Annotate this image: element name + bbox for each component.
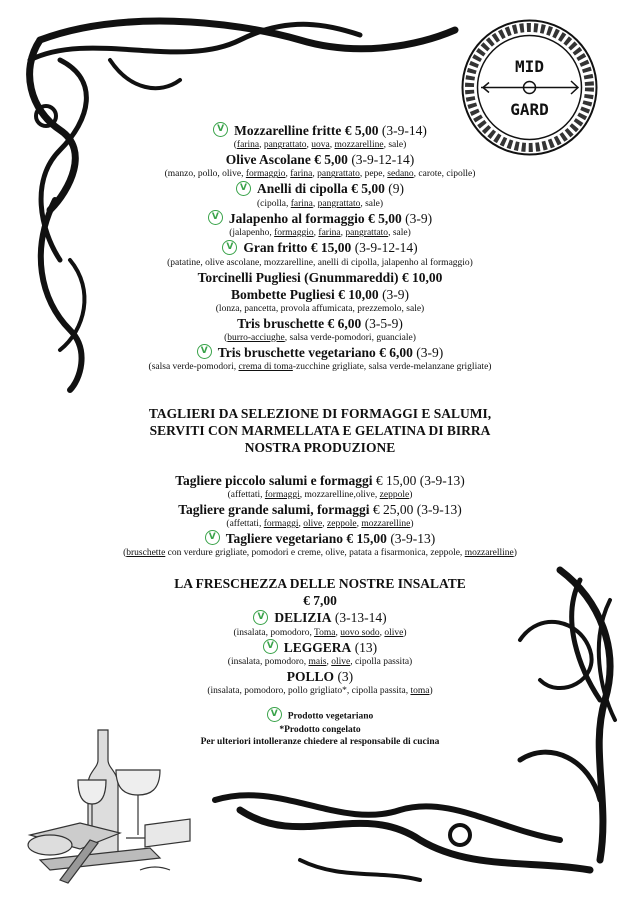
item-title [110, 269, 530, 286]
description-segment: , [326, 657, 332, 668]
item-title [110, 151, 530, 168]
menu-item [110, 122, 530, 151]
description-segment: , [356, 519, 362, 530]
description-segment: (cipolla, [256, 198, 291, 209]
item-codes: (13) [351, 639, 378, 655]
item-codes: (3-5-9) [361, 315, 403, 331]
description-segment: , [322, 519, 328, 530]
description-segment: , mozzarelline,olive, [299, 490, 380, 501]
description-segment: (affettati, [227, 490, 265, 501]
item-name: Olive Ascolane € 5,00 [225, 152, 348, 168]
description-segment: , [259, 140, 264, 151]
menu-item [110, 286, 530, 315]
menu-item [110, 609, 530, 638]
menu-item [110, 151, 530, 180]
description-segment: uova [311, 140, 330, 151]
item-codes: (3-9-12-14) [351, 240, 418, 256]
item-codes: (3-9-12-14) [347, 152, 415, 168]
item-description [110, 332, 530, 344]
description-segment: , [313, 228, 319, 239]
vegetarian-icon: V [208, 210, 223, 225]
legend-allergy: Per ulteriori intolleranze chiedere al responsabile di cucina [200, 737, 440, 748]
item-title [110, 286, 530, 303]
item-codes: (3) [334, 669, 354, 685]
item-codes: (3-9) [401, 210, 433, 226]
description-segment: , [335, 627, 341, 638]
item-name: Torcinelli Pugliesi (Gnummareddi) € 10,00 [197, 269, 443, 285]
description-segment: (lonza, pancetta, provola affumicata, prezzemolo, sale) [215, 303, 425, 314]
item-title [110, 639, 530, 656]
description-segment: (affettati, [226, 519, 264, 530]
menu-item [110, 639, 530, 668]
description-segment: mozzarelline [334, 140, 384, 151]
antipasti-list [110, 122, 530, 373]
description-segment: uovo sodo [340, 627, 380, 638]
vegetarian-icon: V [267, 707, 282, 722]
item-title [110, 530, 530, 547]
description-segment: zeppole [379, 490, 410, 501]
menu-item [110, 530, 530, 559]
description-segment: farina [318, 228, 341, 239]
menu-item [110, 315, 530, 344]
description-segment: (insalata, pomodoro, [233, 627, 315, 638]
item-title [110, 501, 530, 518]
description-segment: (manzo, pollo, olive, [164, 169, 246, 180]
item-title [110, 344, 530, 361]
description-segment: ) [410, 519, 414, 530]
item-description [110, 139, 530, 151]
description-segment: pangrattato [317, 198, 361, 209]
item-title [110, 239, 530, 256]
description-segment: (jalapenho, [229, 228, 275, 239]
item-name: Tris bruschette € 6,00 [237, 315, 362, 331]
description-segment: ) [429, 686, 433, 697]
description-segment: ) [513, 548, 517, 559]
description-segment: , pepe, [359, 169, 388, 180]
description-segment: olive [303, 519, 323, 530]
item-title [110, 180, 530, 197]
section-heading: SERVITI CON MARMELLATA E GELATINA DI BIRRA [149, 423, 491, 439]
item-title [110, 210, 530, 227]
description-segment: sedano [387, 169, 414, 180]
description-segment: , [285, 169, 291, 180]
legend [110, 709, 530, 748]
logo-line2: GARD [510, 100, 549, 119]
item-codes: (3-9-14) [378, 123, 427, 138]
description-segment: olive [384, 627, 404, 638]
description-segment: bruschette [126, 548, 166, 559]
description-segment: ( [224, 332, 228, 343]
menu-item [110, 344, 530, 373]
item-description [110, 168, 530, 180]
description-segment: , sale) [383, 140, 407, 151]
menu-item [110, 239, 530, 268]
menu-item [110, 472, 530, 501]
description-segment: mozzarelline [464, 548, 514, 559]
item-description [110, 303, 530, 315]
description-segment: farina [290, 169, 313, 180]
item-description [110, 627, 530, 639]
item-name: Mozzarelline fritte € 5,00 [234, 123, 379, 138]
item-name: Tagliere vegetariano € 15,00 [225, 531, 387, 547]
description-segment: formaggi [263, 519, 299, 530]
item-description [110, 656, 530, 668]
section-price: € 7,00 [303, 593, 337, 609]
description-segment: pangrattato [345, 228, 389, 239]
description-segment: (insalata, pomodoro, [227, 657, 309, 668]
description-segment: , salsa verde-pomodori, guanciale) [284, 332, 416, 343]
item-description [110, 361, 530, 373]
item-description [110, 685, 530, 697]
taglieri-list [110, 472, 530, 559]
item-title [110, 472, 530, 489]
description-segment: pangrattato [263, 140, 307, 151]
menu-item [110, 210, 530, 239]
item-description [110, 518, 530, 530]
description-segment: formaggio [245, 169, 286, 180]
item-name: LEGGERA [283, 639, 352, 655]
description-segment: (salsa verde-pomodori, [148, 362, 239, 373]
item-title [110, 315, 530, 332]
item-codes: (3-9) [412, 344, 444, 360]
legend-vegetarian: Prodotto vegetariano [287, 711, 374, 722]
item-name: Tagliere grande salumi, formaggi [178, 502, 370, 518]
vegetarian-icon: V [253, 610, 268, 625]
description-segment: -zucchine grigliate, salsa verde-melanzane grigliate) [292, 362, 492, 373]
insalate-list [110, 609, 530, 697]
item-name: Jalapenho al formaggio € 5,00 [228, 210, 402, 226]
description-segment: olive [331, 657, 351, 668]
logo-line1: MID [515, 57, 544, 76]
description-segment: , [312, 169, 318, 180]
description-segment: zeppole [327, 519, 357, 530]
description-segment: ( [123, 548, 127, 559]
description-segment: mais [308, 657, 327, 668]
menu-item [110, 668, 530, 697]
description-segment: crema di toma [238, 362, 293, 373]
description-segment: farina [236, 140, 260, 151]
menu-item [110, 269, 530, 286]
description-segment: , [379, 627, 385, 638]
section-heading: TAGLIERI DA SELEZIONE DI FORMAGGI E SALUMI, [148, 406, 492, 422]
description-segment: toma [410, 686, 430, 697]
item-codes: (3-9) [378, 286, 410, 302]
description-segment: farina [290, 198, 313, 209]
description-segment: ) [409, 490, 413, 501]
menu-item [110, 501, 530, 530]
vegetarian-icon: V [205, 530, 220, 545]
description-segment: , [312, 198, 318, 209]
description-segment: mozzarelline [361, 519, 411, 530]
description-segment: burro-acciughe [227, 332, 285, 343]
description-segment: ( [233, 140, 237, 151]
item-name: Anelli di cipolla € 5,00 [256, 181, 385, 197]
item-name: Bombette Pugliesi € 10,00 [230, 286, 379, 302]
item-codes: (3-9-13) [386, 531, 436, 547]
item-codes: (9) [384, 181, 404, 197]
item-title [110, 122, 530, 139]
vegetarian-icon: V [236, 181, 251, 196]
item-name: POLLO [286, 669, 335, 685]
description-segment: formaggio [274, 228, 314, 239]
item-codes: € 15,00 (3-9-13) [372, 473, 465, 489]
description-segment: , [298, 519, 304, 530]
menu-item [110, 180, 530, 209]
item-name: Tagliere piccolo salumi e formaggi [175, 473, 373, 489]
item-description [110, 198, 530, 210]
description-segment: , sale) [388, 228, 411, 239]
description-segment: , sale) [360, 198, 384, 209]
menu-content [110, 122, 530, 748]
taglieri-heading [110, 405, 530, 456]
item-description [110, 489, 530, 501]
legend-frozen: *Prodotto congelato [279, 725, 361, 736]
description-segment: formaggi [264, 490, 300, 501]
description-segment: (insalata, pomodoro, pollo grigliato*, cipolla passita, [207, 686, 411, 697]
item-title [110, 609, 530, 626]
description-segment: (patatine, olive ascolane, mozzarelline, anelli di cipolla, jalapenho al formaggio) [167, 257, 473, 268]
description-segment: pangrattato [317, 169, 360, 180]
description-segment: , cipolla passita) [350, 657, 413, 668]
item-name: Tris bruschette vegetariano € 6,00 [217, 344, 413, 360]
description-segment: , [340, 228, 346, 239]
insalate-heading [110, 575, 530, 609]
item-title [110, 668, 530, 685]
vegetarian-icon: V [213, 122, 228, 137]
description-segment: , [329, 140, 335, 151]
item-name: Gran fritto € 15,00 [243, 240, 352, 256]
item-description [110, 257, 530, 269]
vegetarian-icon: V [197, 344, 212, 359]
section-heading: NOSTRA PRODUZIONE [244, 440, 396, 456]
description-segment: Toma [314, 627, 336, 638]
description-segment: , carote, cipolle) [413, 169, 476, 180]
item-description [110, 547, 530, 559]
description-segment: , [306, 140, 312, 151]
item-codes: (3-13-14) [331, 610, 387, 626]
item-codes: € 25,00 (3-9-13) [369, 502, 462, 518]
section-heading: LA FRESCHEZZA DELLE NOSTRE INSALATE [174, 576, 466, 592]
description-segment: con verdure grigliate, pomodori e creme, olive, patata a fisarmonica, zeppole, [165, 548, 465, 559]
vegetarian-icon: V [222, 240, 237, 255]
item-name: DELIZIA [274, 610, 332, 626]
vegetarian-icon: V [263, 639, 278, 654]
description-segment: ) [403, 627, 407, 638]
item-description [110, 227, 530, 239]
